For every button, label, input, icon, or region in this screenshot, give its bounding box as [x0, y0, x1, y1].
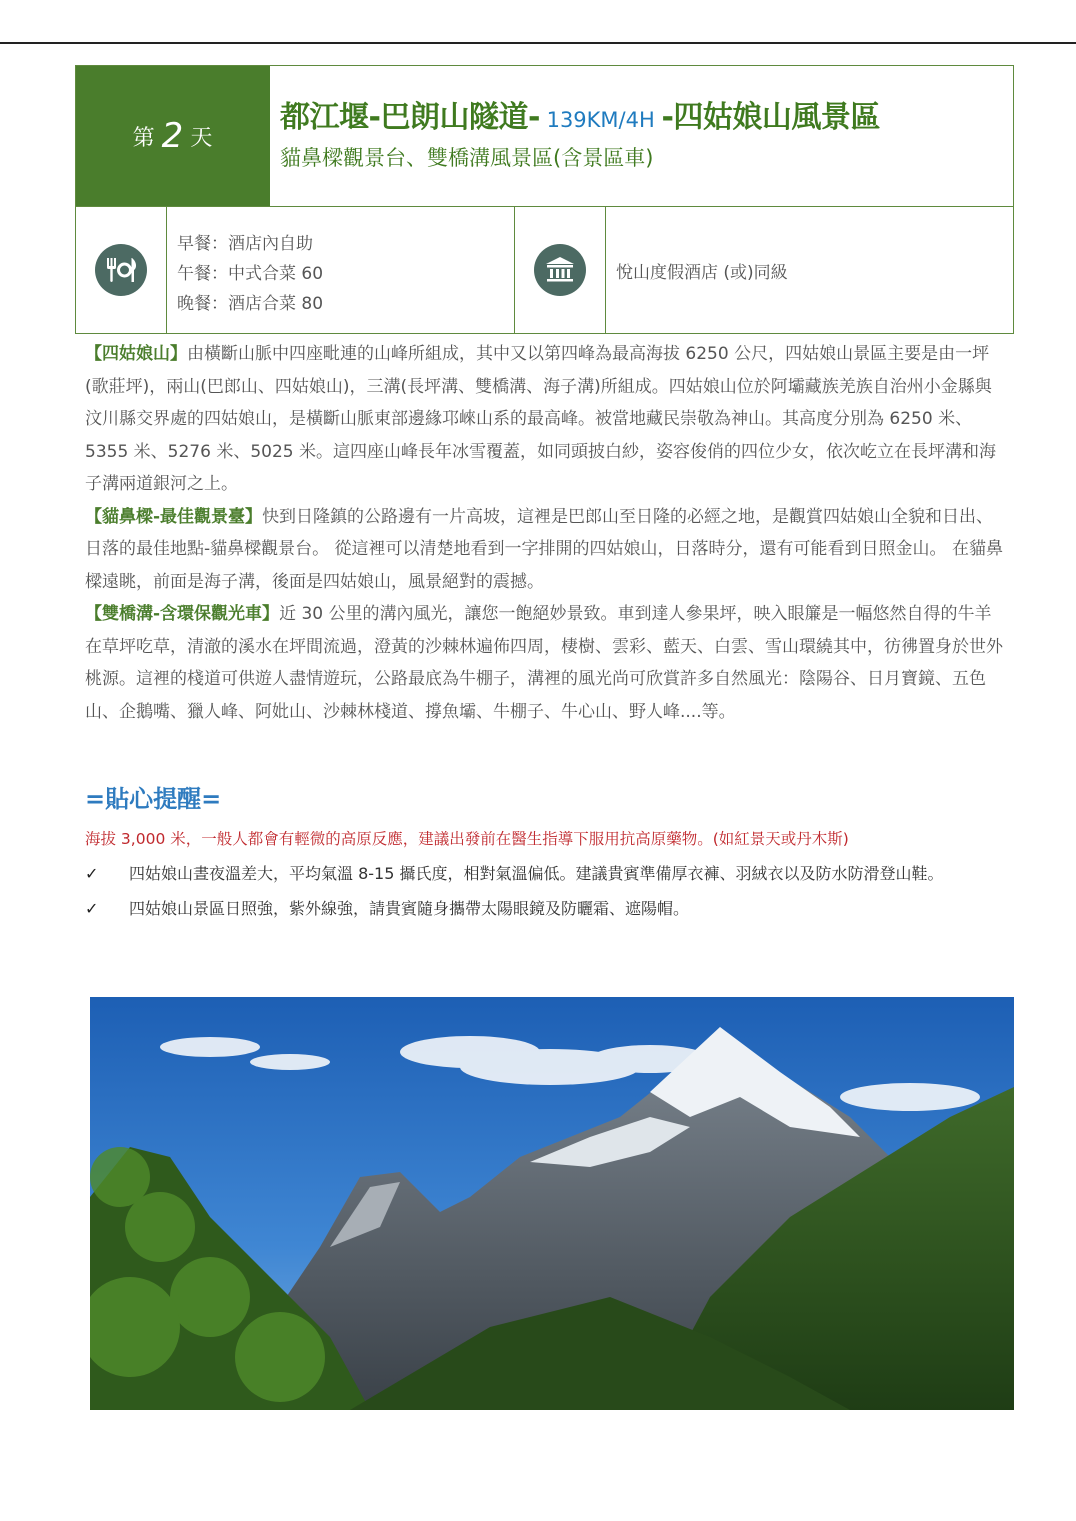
section-maobiliang [85, 501, 1005, 599]
top-rule [0, 42, 1076, 44]
hotel-cell [606, 207, 1013, 333]
tip-text: 四姑娘山晝夜溫差大，平均氣溫 8-15 攝氏度，相對氣溫偏低。建議貴賓準備厚衣褲、羽絨衣以及防水防滑登山鞋。 [129, 864, 944, 883]
section-shuangqiaogou [85, 598, 1005, 728]
route-title-box [270, 66, 1013, 206]
list-item [85, 893, 1005, 924]
day-suffix: 天 [190, 125, 214, 151]
route-subtitle: 貓鼻樑觀景台、雙橋溝風景區(含景區車) [280, 146, 654, 170]
section-siguniang [85, 338, 1005, 501]
section-heading: 【貓鼻樑-最佳觀景臺】 [85, 506, 263, 527]
day-header [75, 65, 1014, 207]
section-heading: 【雙橋溝-含環保觀光車】 [85, 604, 280, 624]
section-heading: 【四姑娘山】 [85, 344, 187, 364]
lunch-text: 午餐：中式合菜 60 [177, 264, 324, 284]
hotel-name: 悅山度假酒店 (或)同級 [616, 262, 788, 283]
route-title [280, 92, 1013, 136]
route-distance: 139KM/4H [539, 108, 662, 132]
day-prefix: 第 [132, 125, 156, 151]
route-title-part1: 都江堰-巴朗山隧道- [280, 100, 540, 135]
hotel-icon-cell [515, 207, 606, 333]
mountain-photo [90, 997, 1014, 1410]
altitude-warning: 海拔 3,000 米，一般人都會有輕微的高原反應，建議出發前在醫生指導下服用抗高原藥物。(如紅景天或丹木斯) [85, 830, 849, 848]
checkmark-icon: ✓ [85, 899, 99, 918]
tip-text: 四姑娘山景區日照強，紫外線強，請貴賓隨身攜帶太陽眼鏡及防曬霜、遮陽帽。 [129, 899, 690, 918]
tips-list [85, 858, 1005, 928]
hotel-building-icon [534, 244, 586, 296]
route-title-part2: -四姑娘山風景區 [661, 100, 880, 135]
dinner-text: 晚餐：酒店合菜 80 [177, 294, 324, 314]
meals-hotel-row [75, 206, 1014, 334]
day-number: 2 [161, 116, 185, 156]
day-label [76, 66, 270, 206]
section-text: 由橫斷山脈中四座毗連的山峰所組成，其中又以第四峰為最高海拔 6250 公尺，四姑娘山景區主要是由一坪(歌莊坪)，兩山(巴郎山、四姑娘山)，三溝(長坪溝、雙橋溝、海子溝)所組成。四姑娘山位於阿壩藏族羌族自治州小金縣與汶川縣交界處的四姑娘山，是橫斷山脈東部邊緣邛崍山系的最高峰。被當地藏民崇敬為神山。其高度分別為 6250 米、5355 米、5276 米、5025 米。這四座山峰長年冰雪覆蓋，如同頭披白紗，姿容俊俏的四位少女，依次屹立在長坪溝和海子溝兩道銀河之上。 [85, 344, 997, 494]
itinerary-description [85, 338, 1005, 728]
section-text: 近 30 公里的溝內風光，讓您一飽絕妙景致。車到達人參果坪，映入眼簾是一幅悠然自得的牛羊在草坪吃草，清澈的溪水在坪間流過，澄黃的沙棘林遍佈四周，棲樹、雲彩、藍天、白雲、雪山環繞其中，彷彿置身於世外桃源。這裡的棧道可供遊人盡情遊玩，公路最底為牛棚子，溝裡的風光尚可欣賞許多自然風光：陰陽谷、日月寶鏡、五色山、企鵝嘴、獵人峰、阿妣山、沙棘林棧道、撐魚壩、牛棚子、牛心山、野人峰....等。 [85, 604, 1003, 722]
meals-icon-cell [76, 207, 167, 333]
restaurant-icon [95, 244, 147, 296]
checkmark-icon: ✓ [85, 864, 99, 883]
meals-cell [167, 207, 515, 333]
breakfast-text: 早餐：酒店內自助 [177, 234, 313, 254]
section-text: 快到日隆鎮的公路邊有一片高坡，這裡是巴郎山至日隆的必經之地，是觀賞四姑娘山全貌和日出、日落的最佳地點-貓鼻樑觀景台。 從這裡可以清楚地看到一字排開的四姑娘山，日落時分，還有可能看到日照金山。 在貓鼻樑遠眺，前面是海子溝，後面是四姑娘山，風景絕對的震撼。 [85, 506, 1003, 592]
list-item [85, 858, 1005, 889]
reminder-title: =貼心提醒= [85, 785, 222, 813]
